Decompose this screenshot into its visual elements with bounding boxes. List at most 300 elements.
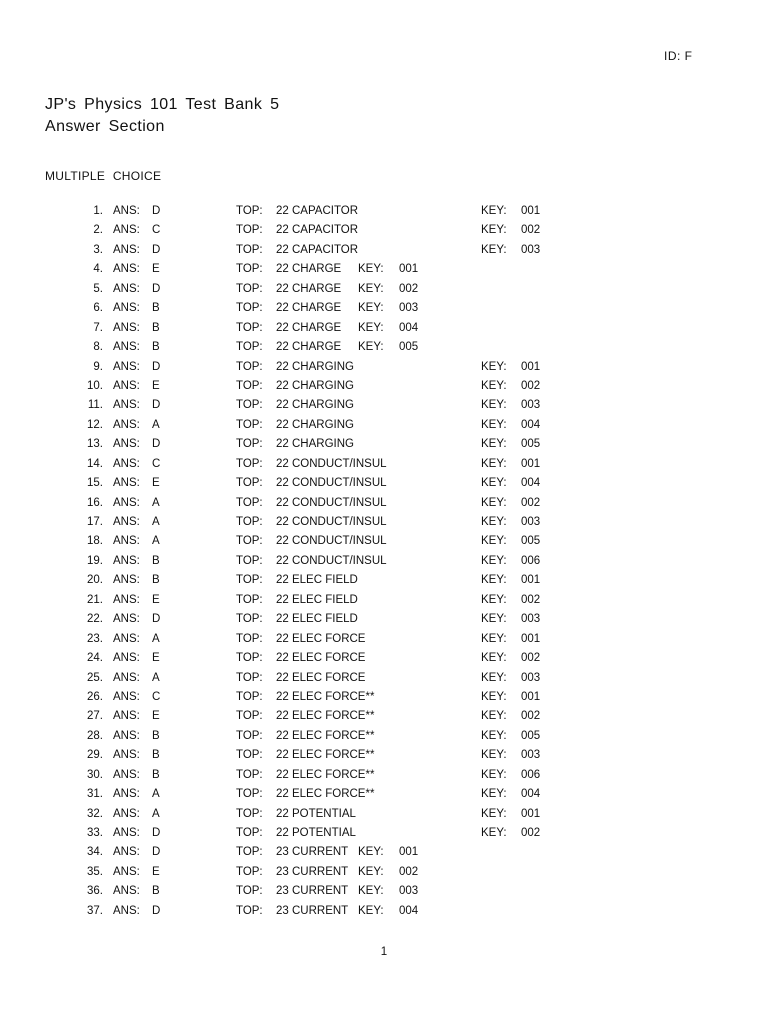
answer-key: 005 — [399, 341, 419, 354]
answer-number: 1. — [93, 205, 103, 217]
answer-topic: 22 ELEC FORCE** — [276, 690, 375, 703]
answer-key: 003 — [521, 243, 541, 256]
ans-label: ANS: — [113, 632, 140, 645]
answer-letter: D — [152, 846, 161, 859]
answer-number: 32. — [87, 807, 103, 820]
answer-letter: A — [152, 671, 160, 684]
ans-label: ANS: — [113, 302, 140, 315]
key-label: KEY: — [481, 224, 507, 237]
answer-letter: E — [152, 652, 160, 665]
answer-key: 001 — [399, 846, 419, 859]
ans-label: ANS: — [113, 652, 140, 665]
ans-label: ANS: — [113, 360, 140, 373]
ans-label: ANS: — [113, 399, 140, 412]
top-label: TOP: — [236, 632, 263, 645]
answer-letter: C — [152, 690, 161, 703]
answer-number: 17. — [87, 516, 103, 528]
answer-number: 10. — [87, 379, 103, 392]
answer-number: 35. — [87, 865, 103, 878]
section-heading: MULTIPLE CHOICE — [45, 169, 162, 183]
top-label: TOP: — [236, 652, 263, 665]
key-label: KEY: — [358, 321, 384, 334]
ans-label: ANS: — [113, 768, 140, 781]
answer-number: 24. — [87, 652, 103, 665]
top-label: TOP: — [236, 574, 263, 587]
key-label: KEY: — [481, 807, 507, 820]
key-label: KEY: — [358, 302, 384, 315]
ans-label: ANS: — [113, 205, 140, 217]
answer-topic: 22 CONDUCT/INSUL — [276, 535, 387, 548]
answer-number: 21. — [87, 593, 103, 606]
ans-label: ANS: — [113, 671, 140, 684]
ans-label: ANS: — [113, 418, 140, 431]
top-label: TOP: — [236, 360, 263, 373]
answer-key: 004 — [521, 418, 541, 431]
answer-number: 3. — [93, 243, 103, 256]
top-label: TOP: — [236, 243, 263, 256]
answer-topic: 22 ELEC FIELD — [276, 574, 358, 587]
answer-letter: E — [152, 477, 160, 490]
answer-topic: 23 CURRENT — [276, 904, 349, 917]
answer-number: 12. — [87, 418, 103, 431]
answer-key: 001 — [521, 205, 541, 217]
answer-row — [0, 766, 768, 785]
key-label: KEY: — [481, 690, 507, 703]
top-label: TOP: — [236, 263, 263, 276]
answer-letter: D — [152, 360, 161, 373]
answer-row — [0, 902, 768, 921]
answer-row — [0, 552, 768, 571]
top-label: TOP: — [236, 613, 263, 626]
answer-key: 001 — [521, 690, 541, 703]
key-label: KEY: — [481, 671, 507, 684]
answer-key: 003 — [521, 613, 541, 626]
answer-key: 001 — [521, 360, 541, 373]
answer-topic: 22 CAPACITOR — [276, 205, 359, 217]
answer-topic: 22 CHARGING — [276, 418, 354, 431]
ans-label: ANS: — [113, 477, 140, 490]
key-label: KEY: — [358, 846, 384, 859]
answer-row — [0, 202, 768, 221]
answer-row — [0, 746, 768, 765]
answer-key: 002 — [399, 282, 419, 295]
answer-letter: A — [152, 535, 160, 548]
answer-letter: A — [152, 632, 160, 645]
top-label: TOP: — [236, 593, 263, 606]
ans-label: ANS: — [113, 574, 140, 587]
document-title — [45, 94, 279, 138]
answer-key: 001 — [521, 574, 541, 587]
ans-label: ANS: — [113, 438, 140, 451]
top-label: TOP: — [236, 438, 263, 451]
answer-topic: 23 CURRENT — [276, 846, 349, 859]
answer-row — [0, 824, 768, 843]
answer-row — [0, 260, 768, 279]
answer-number: 27. — [87, 710, 103, 723]
answer-topic: 22 CHARGING — [276, 438, 354, 451]
top-label: TOP: — [236, 671, 263, 684]
ans-label: ANS: — [113, 224, 140, 237]
answer-number: 11. — [87, 399, 103, 412]
answer-key: 002 — [521, 593, 541, 606]
answer-number: 13. — [87, 438, 103, 451]
answer-key: 002 — [521, 496, 541, 509]
answer-row — [0, 843, 768, 862]
answer-number: 29. — [87, 749, 103, 762]
answer-letter: C — [152, 224, 161, 237]
answer-letter: A — [152, 496, 160, 509]
answer-row — [0, 319, 768, 338]
ans-label: ANS: — [113, 807, 140, 820]
key-label: KEY: — [481, 652, 507, 665]
top-label: TOP: — [236, 205, 263, 217]
ans-label: ANS: — [113, 865, 140, 878]
answer-topic: 22 CHARGE — [276, 282, 342, 295]
answer-topic: 22 CONDUCT/INSUL — [276, 477, 387, 490]
answer-key: 003 — [399, 302, 419, 315]
answer-number: 23. — [87, 632, 103, 645]
ans-label: ANS: — [113, 593, 140, 606]
ans-label: ANS: — [113, 321, 140, 334]
answer-topic: 22 ELEC FORCE** — [276, 749, 375, 762]
answer-topic: 22 ELEC FIELD — [276, 613, 358, 626]
answer-topic: 22 CONDUCT/INSUL — [276, 496, 387, 509]
answer-row — [0, 727, 768, 746]
answer-topic: 22 CAPACITOR — [276, 243, 359, 256]
top-label: TOP: — [236, 904, 263, 917]
top-label: TOP: — [236, 477, 263, 490]
key-label: KEY: — [481, 710, 507, 723]
key-label: KEY: — [481, 535, 507, 548]
answer-list — [0, 202, 768, 921]
answer-key: 002 — [521, 652, 541, 665]
answer-letter: B — [152, 302, 160, 315]
key-label: KEY: — [481, 457, 507, 470]
top-label: TOP: — [236, 788, 263, 801]
top-label: TOP: — [236, 827, 263, 839]
top-label: TOP: — [236, 535, 263, 548]
answer-topic: 22 CHARGING — [276, 379, 354, 392]
top-label: TOP: — [236, 418, 263, 431]
key-label: KEY: — [358, 904, 384, 917]
answer-row — [0, 338, 768, 357]
ans-label: ANS: — [113, 341, 140, 354]
answer-topic: 22 CONDUCT/INSUL — [276, 554, 387, 567]
answer-row — [0, 669, 768, 688]
answer-key: 005 — [521, 729, 541, 742]
answer-letter: B — [152, 749, 160, 762]
ans-label: ANS: — [113, 282, 140, 295]
answer-key: 004 — [521, 788, 541, 801]
answer-letter: B — [152, 321, 160, 334]
answer-letter: D — [152, 205, 161, 217]
ans-label: ANS: — [113, 788, 140, 801]
answer-row — [0, 630, 768, 649]
ans-label: ANS: — [113, 846, 140, 859]
key-label: KEY: — [481, 205, 507, 217]
ans-label: ANS: — [113, 554, 140, 567]
answer-number: 37. — [87, 904, 103, 917]
top-label: TOP: — [236, 749, 263, 762]
answer-topic: 22 ELEC FORCE — [276, 652, 366, 665]
ans-label: ANS: — [113, 749, 140, 762]
answer-row — [0, 649, 768, 668]
answer-row — [0, 707, 768, 726]
title-line-2: Answer Section — [45, 118, 165, 135]
answer-row — [0, 688, 768, 707]
top-label: TOP: — [236, 516, 263, 528]
answer-row — [0, 435, 768, 454]
key-label: KEY: — [481, 496, 507, 509]
answer-row — [0, 358, 768, 377]
ans-label: ANS: — [113, 496, 140, 509]
answer-key: 004 — [399, 321, 419, 334]
answer-row — [0, 863, 768, 882]
answer-key: 002 — [399, 865, 419, 878]
top-label: TOP: — [236, 690, 263, 703]
answer-row — [0, 416, 768, 435]
answer-topic: 22 CONDUCT/INSUL — [276, 457, 387, 470]
answer-number: 4. — [93, 263, 103, 276]
answer-letter: A — [152, 418, 160, 431]
top-label: TOP: — [236, 496, 263, 509]
answer-topic: 22 POTENTIAL — [276, 807, 356, 820]
ans-label: ANS: — [113, 827, 140, 839]
answer-key: 003 — [521, 671, 541, 684]
answer-topic: 22 CHARGING — [276, 360, 354, 373]
top-label: TOP: — [236, 302, 263, 315]
answer-letter: E — [152, 865, 160, 878]
answer-topic: 22 ELEC FIELD — [276, 593, 358, 606]
key-label: KEY: — [481, 768, 507, 781]
top-label: TOP: — [236, 710, 263, 723]
answer-number: 30. — [87, 768, 103, 781]
key-label: KEY: — [481, 613, 507, 626]
ans-label: ANS: — [113, 457, 140, 470]
answer-row — [0, 455, 768, 474]
key-label: KEY: — [481, 243, 507, 256]
answer-key: 002 — [521, 224, 541, 237]
answer-letter: B — [152, 768, 160, 781]
answer-number: 8. — [93, 341, 103, 354]
answer-row — [0, 591, 768, 610]
answer-key: 003 — [521, 749, 541, 762]
ans-label: ANS: — [113, 516, 140, 528]
key-label: KEY: — [358, 865, 384, 878]
answer-letter: D — [152, 243, 161, 256]
key-label: KEY: — [481, 418, 507, 431]
answer-key: 001 — [521, 807, 541, 820]
key-label: KEY: — [358, 282, 384, 295]
answer-number: 22. — [87, 613, 103, 626]
top-label: TOP: — [236, 846, 263, 859]
answer-row — [0, 513, 768, 532]
answer-letter: D — [152, 399, 161, 412]
answer-topic: 22 ELEC FORCE** — [276, 768, 375, 781]
answer-letter: D — [152, 282, 161, 295]
answer-row — [0, 221, 768, 240]
top-label: TOP: — [236, 865, 263, 878]
answer-number: 34. — [87, 846, 103, 859]
answer-row — [0, 494, 768, 513]
top-label: TOP: — [236, 321, 263, 334]
answer-number: 6. — [93, 302, 103, 315]
answer-number: 26. — [87, 690, 103, 703]
answer-row — [0, 396, 768, 415]
key-label: KEY: — [481, 749, 507, 762]
key-label: KEY: — [481, 516, 507, 528]
answer-row — [0, 610, 768, 629]
answer-number: 25. — [87, 671, 103, 684]
answer-key: 005 — [521, 438, 541, 451]
answer-row — [0, 805, 768, 824]
answer-number: 14. — [87, 457, 103, 470]
answer-number: 2. — [93, 224, 103, 237]
answer-number: 19. — [87, 554, 103, 567]
answer-letter: B — [152, 729, 160, 742]
answer-topic: 23 CURRENT — [276, 865, 349, 878]
answer-key: 003 — [521, 399, 541, 412]
answer-topic: 22 CHARGE — [276, 321, 342, 334]
key-label: KEY: — [481, 438, 507, 451]
answer-topic: 22 ELEC FORCE** — [276, 710, 375, 723]
answer-row — [0, 474, 768, 493]
answer-key: 001 — [521, 632, 541, 645]
key-label: KEY: — [358, 263, 384, 276]
ans-label: ANS: — [113, 263, 140, 276]
answer-number: 16. — [87, 496, 103, 509]
ans-label: ANS: — [113, 613, 140, 626]
answer-row — [0, 532, 768, 551]
answer-topic: 22 CHARGE — [276, 302, 342, 315]
answer-row — [0, 280, 768, 299]
answer-topic: 22 CHARGE — [276, 341, 342, 354]
top-label: TOP: — [236, 729, 263, 742]
answer-topic: 22 ELEC FORCE — [276, 671, 366, 684]
answer-letter: A — [152, 807, 160, 820]
answer-topic: 22 CAPACITOR — [276, 224, 359, 237]
key-label: KEY: — [481, 574, 507, 587]
ans-label: ANS: — [113, 535, 140, 548]
answer-topic: 22 ELEC FORCE** — [276, 729, 375, 742]
answer-number: 5. — [93, 282, 103, 295]
answer-topic: 22 CHARGING — [276, 399, 354, 412]
answer-letter: B — [152, 574, 160, 587]
answer-key: 006 — [521, 768, 541, 781]
answer-letter: D — [152, 904, 161, 917]
top-label: TOP: — [236, 379, 263, 392]
answer-key: 006 — [521, 554, 541, 567]
ans-label: ANS: — [113, 710, 140, 723]
top-label: TOP: — [236, 399, 263, 412]
answer-row — [0, 377, 768, 396]
key-label: KEY: — [481, 360, 507, 373]
answer-number: 31. — [87, 788, 103, 801]
answer-letter: A — [152, 788, 160, 801]
answer-letter: E — [152, 379, 160, 392]
answer-key: 002 — [521, 379, 541, 392]
key-label: KEY: — [481, 827, 507, 839]
answer-topic: 22 POTENTIAL — [276, 827, 356, 839]
answer-key: 002 — [521, 710, 541, 723]
answer-number: 36. — [87, 885, 103, 898]
answer-topic: 22 CHARGE — [276, 263, 342, 276]
answer-number: 28. — [87, 729, 103, 742]
answer-topic: 22 CONDUCT/INSUL — [276, 516, 387, 528]
answer-letter: A — [152, 516, 160, 528]
key-label: KEY: — [358, 341, 384, 354]
answer-letter: C — [152, 457, 161, 470]
answer-row — [0, 241, 768, 260]
answer-letter: E — [152, 263, 160, 276]
key-label: KEY: — [481, 729, 507, 742]
answer-key: 005 — [521, 535, 541, 548]
key-label: KEY: — [481, 593, 507, 606]
key-label: KEY: — [481, 477, 507, 490]
answer-key: 002 — [521, 827, 541, 839]
answer-key: 001 — [399, 263, 419, 276]
answer-letter: B — [152, 554, 160, 567]
top-label: TOP: — [236, 457, 263, 470]
page-number: 1 — [380, 946, 388, 958]
key-label: KEY: — [481, 632, 507, 645]
answer-key: 004 — [399, 904, 419, 917]
top-label: TOP: — [236, 282, 263, 295]
answer-letter: D — [152, 827, 161, 839]
top-label: TOP: — [236, 807, 263, 820]
top-label: TOP: — [236, 224, 263, 237]
ans-label: ANS: — [113, 904, 140, 917]
answer-key: 001 — [521, 457, 541, 470]
answer-row — [0, 571, 768, 590]
key-label: KEY: — [481, 399, 507, 412]
answer-key: 004 — [521, 477, 541, 490]
ans-label: ANS: — [113, 729, 140, 742]
answer-number: 20. — [87, 574, 103, 587]
answer-letter: B — [152, 341, 160, 354]
ans-label: ANS: — [113, 885, 140, 898]
answer-letter: D — [152, 438, 161, 451]
answer-letter: E — [152, 593, 160, 606]
answer-row — [0, 882, 768, 901]
answer-key: 003 — [521, 516, 541, 528]
answer-row — [0, 299, 768, 318]
answer-number: 15. — [87, 477, 103, 490]
key-label: KEY: — [358, 885, 384, 898]
top-label: TOP: — [236, 341, 263, 354]
title-line-1: JP's Physics 101 Test Bank 5 — [45, 96, 280, 113]
answer-letter: D — [152, 613, 161, 626]
answer-number: 9. — [93, 360, 103, 373]
document-id-label: ID: F — [664, 49, 693, 63]
answer-key: 003 — [399, 885, 419, 898]
answer-number: 18. — [87, 535, 103, 548]
answer-topic: 22 ELEC FORCE — [276, 632, 366, 645]
ans-label: ANS: — [113, 379, 140, 392]
answer-row — [0, 785, 768, 804]
ans-label: ANS: — [113, 690, 140, 703]
answer-number: 7. — [93, 321, 103, 334]
top-label: TOP: — [236, 885, 263, 898]
answer-number: 33. — [87, 827, 103, 839]
key-label: KEY: — [481, 788, 507, 801]
top-label: TOP: — [236, 768, 263, 781]
top-label: TOP: — [236, 554, 263, 567]
key-label: KEY: — [481, 379, 507, 392]
answer-topic: 22 ELEC FORCE** — [276, 788, 375, 801]
answer-letter: B — [152, 885, 160, 898]
answer-topic: 23 CURRENT — [276, 885, 349, 898]
